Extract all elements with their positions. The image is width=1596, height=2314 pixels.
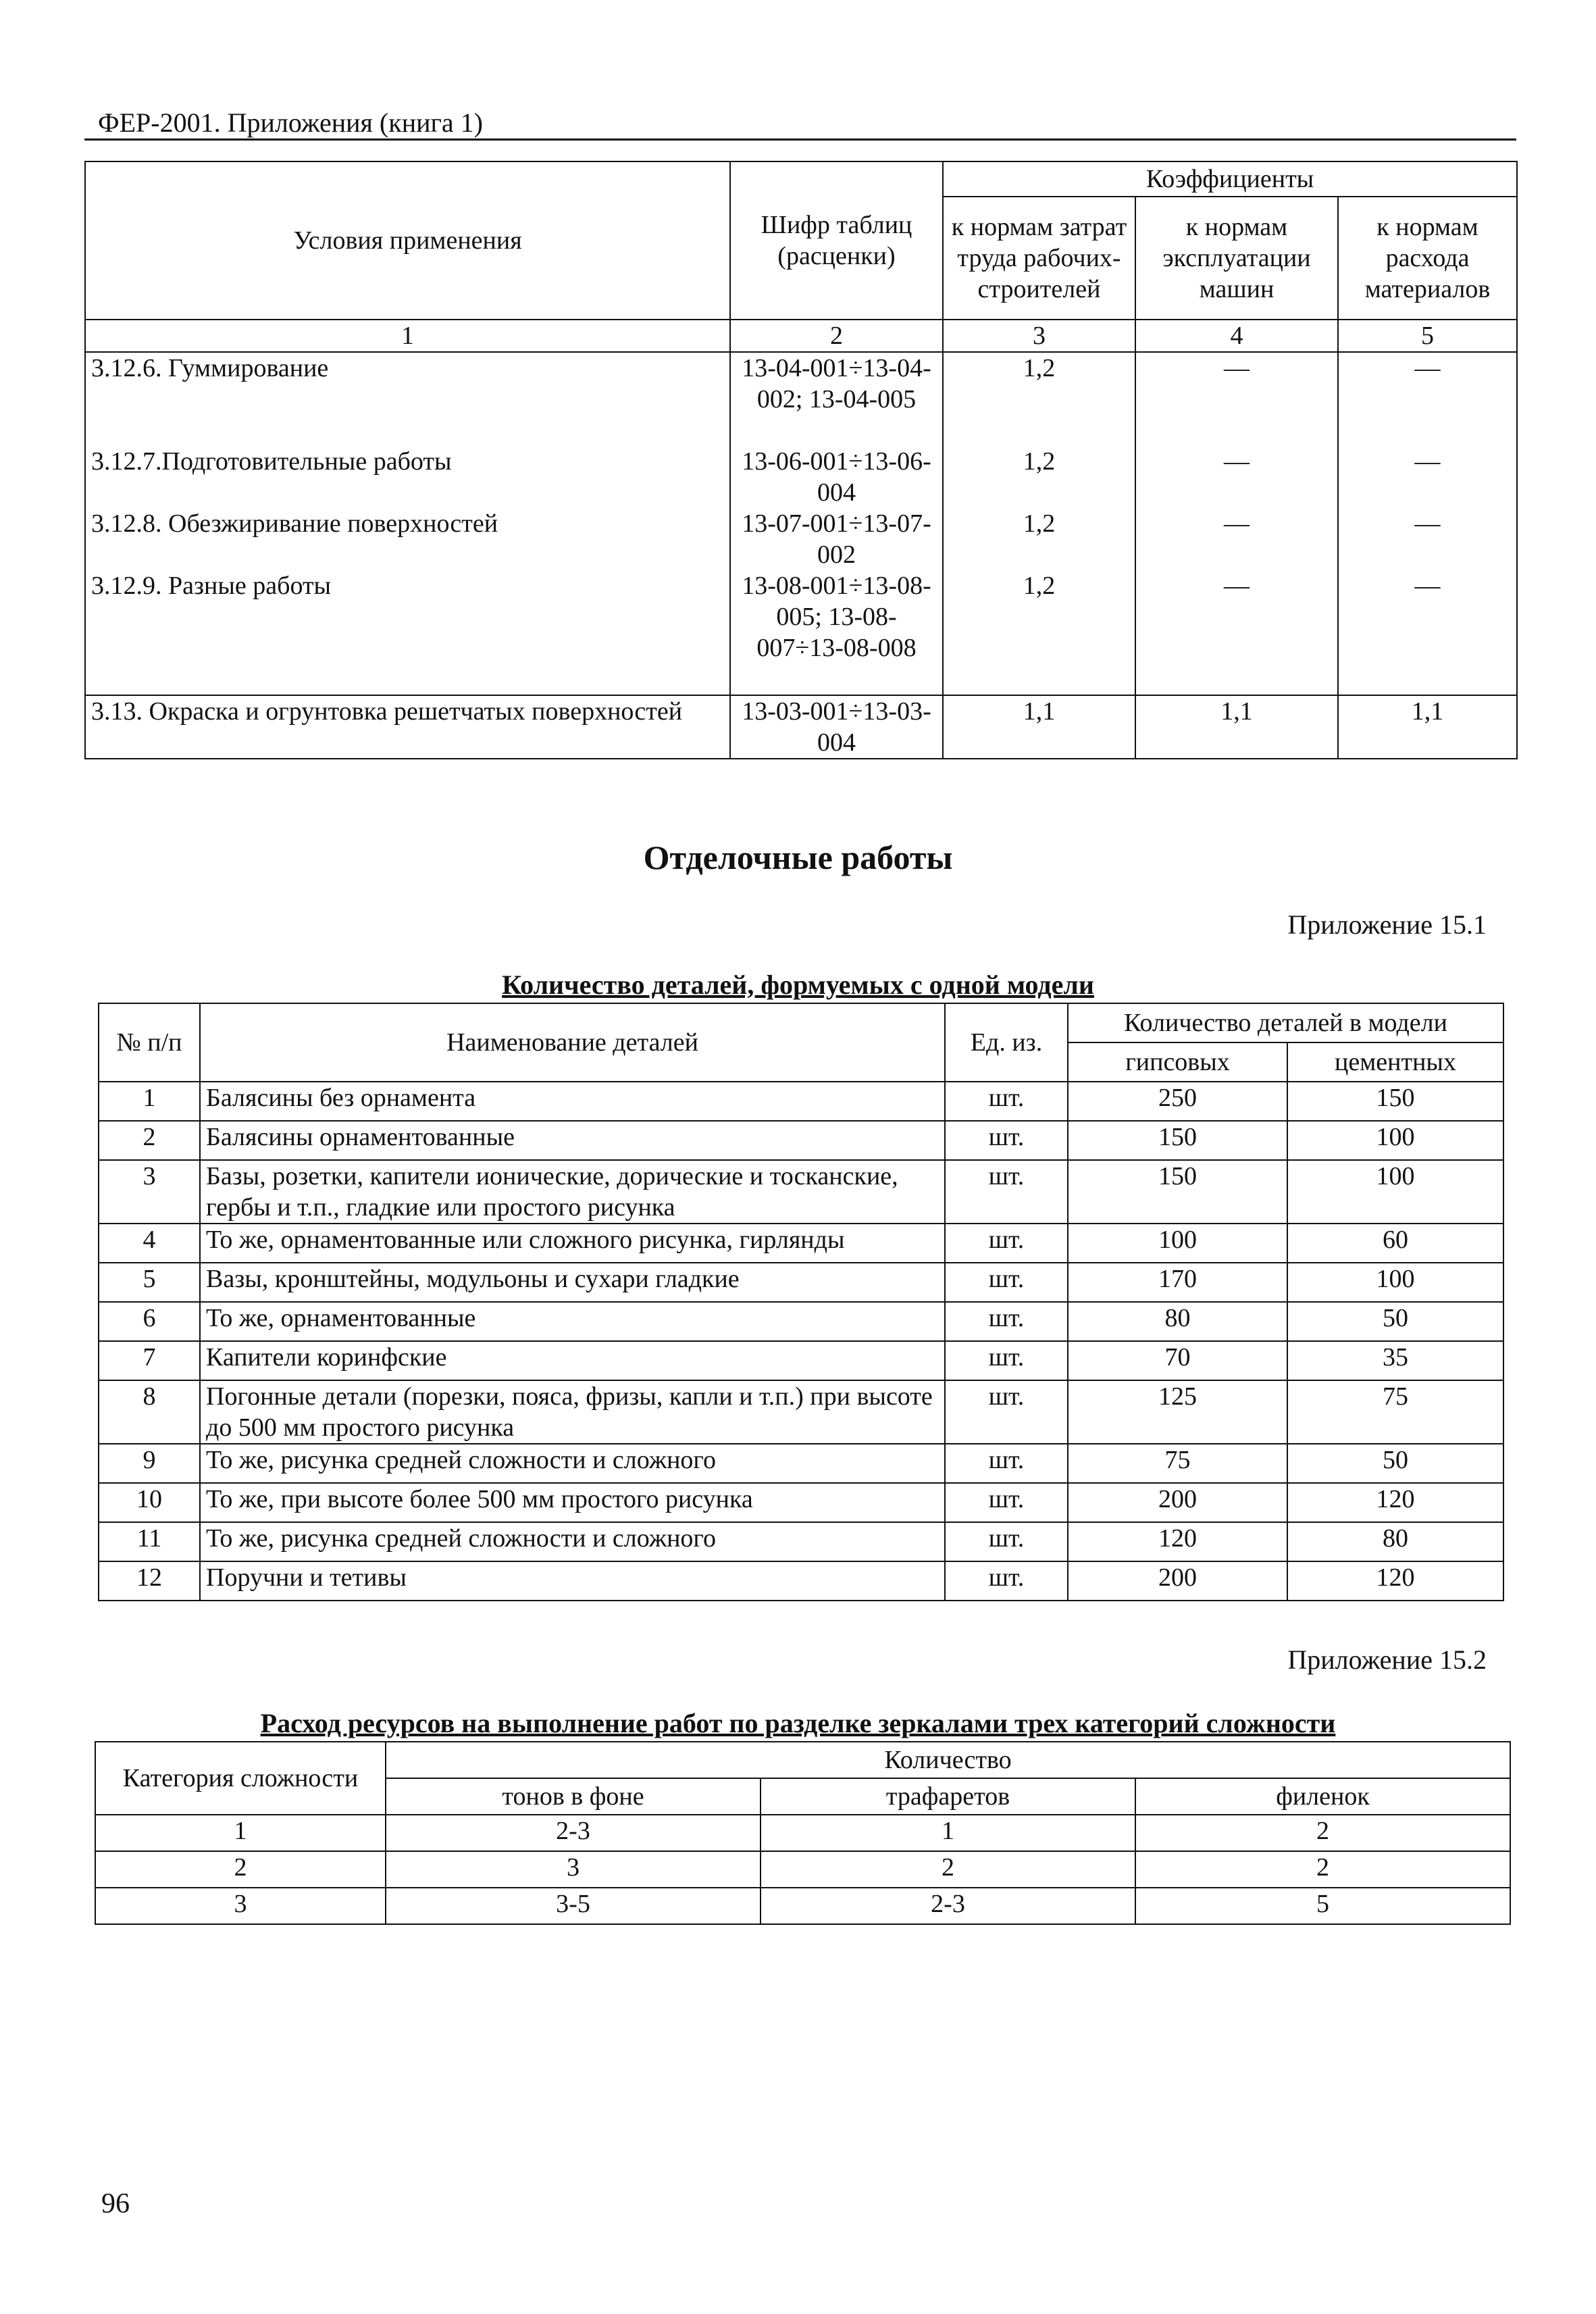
tones-header: тонов в фоне	[386, 1778, 761, 1815]
cement-cell: 100	[1287, 1160, 1503, 1224]
table-row	[99, 1483, 1503, 1522]
machines-cell: —	[1135, 570, 1338, 695]
cement-cell: 50	[1287, 1302, 1503, 1341]
details-table	[98, 1003, 1504, 1601]
gypsum-cell: 125	[1068, 1380, 1287, 1444]
materials-cell: —	[1338, 508, 1517, 570]
cement-cell: 50	[1287, 1444, 1503, 1483]
detail-name: Погонные детали (порезки, пояса, фризы, капли и т.п.) при высоте до 500 мм простого рисунка	[200, 1380, 945, 1444]
cement-cell: 120	[1287, 1561, 1503, 1601]
table-row	[99, 1302, 1503, 1341]
cement-cell: 80	[1287, 1522, 1503, 1561]
gypsum-cell: 80	[1068, 1302, 1287, 1341]
unit-header: Ед. из.	[945, 1003, 1068, 1082]
gypsum-cell: 170	[1068, 1263, 1287, 1302]
row-number: 7	[99, 1341, 200, 1380]
gypsum-cell: 150	[1068, 1121, 1287, 1160]
unit-cell: шт.	[945, 1380, 1068, 1444]
table-row	[85, 570, 1517, 695]
condition-cell: 3.12.8. Обезжиривание поверхностей	[85, 508, 730, 570]
unit-cell: шт.	[945, 1341, 1068, 1380]
category-cell: 2	[95, 1851, 386, 1888]
column-number: 3	[943, 320, 1135, 352]
coefficients-header: Коэффициенты	[943, 161, 1517, 197]
unit-cell: шт.	[945, 1160, 1068, 1224]
page-header: ФЕР-2001. Приложения (книга 1)	[98, 107, 483, 138]
table-row	[99, 1561, 1503, 1601]
row-number: 6	[99, 1302, 200, 1341]
stencils-cell: 2-3	[761, 1888, 1135, 1924]
code-cell: 13-07-001÷13-07-002	[730, 508, 943, 570]
detail-name: Базы, розетки, капители ионические, дорические и тосканские, гербы и т.п., гладкие или простого рисунка	[200, 1160, 945, 1224]
detail-name: То же, рисунка средней сложности и сложного	[200, 1522, 945, 1561]
unit-cell: шт.	[945, 1444, 1068, 1483]
section-title: Отделочные работы	[643, 838, 953, 876]
table-row	[95, 1888, 1510, 1924]
gypsum-cell: 70	[1068, 1341, 1287, 1380]
gypsum-cell: 75	[1068, 1444, 1287, 1483]
table-row	[99, 1263, 1503, 1302]
appendix-label: Приложение 15.2	[1287, 1644, 1487, 1675]
column-number: 5	[1338, 320, 1517, 352]
labor-cell: 1,2	[943, 508, 1135, 570]
detail-name: То же, при высоте более 500 мм простого рисунка	[200, 1483, 945, 1522]
gypsum-cell: 120	[1068, 1522, 1287, 1561]
table-row	[99, 1082, 1503, 1121]
unit-cell: шт.	[945, 1224, 1068, 1263]
table-row	[99, 1224, 1503, 1263]
table-row	[85, 695, 1517, 759]
quantity-header: Количество	[386, 1742, 1510, 1778]
stencils-header: трафаретов	[761, 1778, 1135, 1815]
unit-cell: шт.	[945, 1522, 1068, 1561]
materials-header: к нормам расхода материалов	[1338, 197, 1517, 320]
table-caption: Расход ресурсов на выполнение работ по разделке зеркалами трех категорий сложности	[260, 1708, 1336, 1738]
cement-header: цементных	[1287, 1042, 1503, 1082]
unit-cell: шт.	[945, 1302, 1068, 1341]
panels-cell: 2	[1135, 1851, 1510, 1888]
gypsum-cell: 150	[1068, 1160, 1287, 1224]
row-number: 11	[99, 1522, 200, 1561]
panels-cell: 5	[1135, 1888, 1510, 1924]
code-header: Шифр таблиц (расценки)	[730, 161, 943, 320]
table-row	[99, 1380, 1503, 1444]
condition-cell: 3.13. Окраска и огрунтовка решетчатых поверхностей	[85, 695, 730, 759]
row-number: 1	[99, 1082, 200, 1121]
detail-name: Балясины без орнамента	[200, 1082, 945, 1121]
detail-name: Балясины орнаментованные	[200, 1121, 945, 1160]
table-row	[99, 1444, 1503, 1483]
table-row	[99, 1341, 1503, 1380]
gypsum-header: гипсовых	[1068, 1042, 1287, 1082]
tones-cell: 3-5	[386, 1888, 761, 1924]
condition-cell: 3.12.9. Разные работы	[85, 570, 730, 695]
page-number: 96	[101, 2188, 130, 2219]
conditions-header: Условия применения	[85, 161, 730, 320]
detail-name: То же, орнаментованные	[200, 1302, 945, 1341]
row-number: 8	[99, 1380, 200, 1444]
table-row	[85, 446, 1517, 508]
gypsum-cell: 100	[1068, 1224, 1287, 1263]
labor-header: к нормам затрат труда рабочих-строителей	[943, 197, 1135, 320]
condition-cell: 3.12.7.Подготовительные работы	[85, 446, 730, 508]
detail-name: То же, орнаментованные или сложного рисунка, гирлянды	[200, 1224, 945, 1263]
number-header: № п/п	[99, 1003, 200, 1082]
code-cell: 13-03-001÷13-03-004	[730, 695, 943, 759]
materials-cell: —	[1338, 570, 1517, 695]
machines-cell: —	[1135, 446, 1338, 508]
cement-cell: 35	[1287, 1341, 1503, 1380]
cement-cell: 100	[1287, 1263, 1503, 1302]
gypsum-cell: 200	[1068, 1561, 1287, 1601]
unit-cell: шт.	[945, 1121, 1068, 1160]
gypsum-cell: 200	[1068, 1483, 1287, 1522]
cement-cell: 60	[1287, 1224, 1503, 1263]
labor-cell: 1,1	[943, 695, 1135, 759]
table-row	[99, 1522, 1503, 1561]
cement-cell: 100	[1287, 1121, 1503, 1160]
code-cell: 13-08-001÷13-08-005; 13-08-007÷13-08-008	[730, 570, 943, 695]
unit-cell: шт.	[945, 1263, 1068, 1302]
unit-cell: шт.	[945, 1483, 1068, 1522]
table-row	[85, 352, 1517, 446]
category-cell: 3	[95, 1888, 386, 1924]
materials-cell: 1,1	[1338, 695, 1517, 759]
cement-cell: 75	[1287, 1380, 1503, 1444]
row-number: 12	[99, 1561, 200, 1601]
labor-cell: 1,2	[943, 570, 1135, 695]
cement-cell: 150	[1287, 1082, 1503, 1121]
panels-cell: 2	[1135, 1815, 1510, 1851]
table-row	[95, 1815, 1510, 1851]
code-cell: 13-06-001÷13-06-004	[730, 446, 943, 508]
coefficients-table	[84, 161, 1518, 759]
stencils-cell: 1	[761, 1815, 1135, 1851]
machines-cell: —	[1135, 352, 1338, 446]
row-number: 9	[99, 1444, 200, 1483]
row-number: 4	[99, 1224, 200, 1263]
header-rule	[84, 139, 1516, 141]
labor-cell: 1,2	[943, 352, 1135, 446]
detail-name: Вазы, кронштейны, модульоны и сухари гладкие	[200, 1263, 945, 1302]
row-number: 3	[99, 1160, 200, 1224]
materials-cell: —	[1338, 446, 1517, 508]
panels-header: филенок	[1135, 1778, 1510, 1815]
detail-name: Поручни и тетивы	[200, 1561, 945, 1601]
table-row	[99, 1160, 1503, 1224]
table-row	[99, 1121, 1503, 1160]
gypsum-cell: 250	[1068, 1082, 1287, 1121]
table-row	[95, 1851, 1510, 1888]
category-header: Категория сложности	[95, 1742, 386, 1815]
quantity-header: Количество деталей в модели	[1068, 1003, 1503, 1042]
unit-cell: шт.	[945, 1561, 1068, 1601]
materials-cell: —	[1338, 352, 1517, 446]
stencils-cell: 2	[761, 1851, 1135, 1888]
resources-table	[95, 1741, 1511, 1925]
appendix-label: Приложение 15.1	[1287, 909, 1487, 940]
column-number: 1	[85, 320, 730, 352]
detail-name: То же, рисунка средней сложности и сложного	[200, 1444, 945, 1483]
category-cell: 1	[95, 1815, 386, 1851]
name-header: Наименование деталей	[200, 1003, 945, 1082]
tones-cell: 2-3	[386, 1815, 761, 1851]
row-number: 2	[99, 1121, 200, 1160]
machines-cell: 1,1	[1135, 695, 1338, 759]
row-number: 5	[99, 1263, 200, 1302]
condition-cell: 3.12.6. Гуммирование	[85, 352, 730, 446]
unit-cell: шт.	[945, 1082, 1068, 1121]
column-number: 4	[1135, 320, 1338, 352]
labor-cell: 1,2	[943, 446, 1135, 508]
row-number: 10	[99, 1483, 200, 1522]
cement-cell: 120	[1287, 1483, 1503, 1522]
code-cell: 13-04-001÷13-04-002; 13-04-005	[730, 352, 943, 446]
table-row	[85, 508, 1517, 570]
detail-name: Капители коринфские	[200, 1341, 945, 1380]
machines-header: к нормам эксплуатации машин	[1135, 197, 1338, 320]
tones-cell: 3	[386, 1851, 761, 1888]
table-caption: Количество деталей, формуемых с одной модели	[502, 970, 1094, 1000]
column-number: 2	[730, 320, 943, 352]
machines-cell: —	[1135, 508, 1338, 570]
